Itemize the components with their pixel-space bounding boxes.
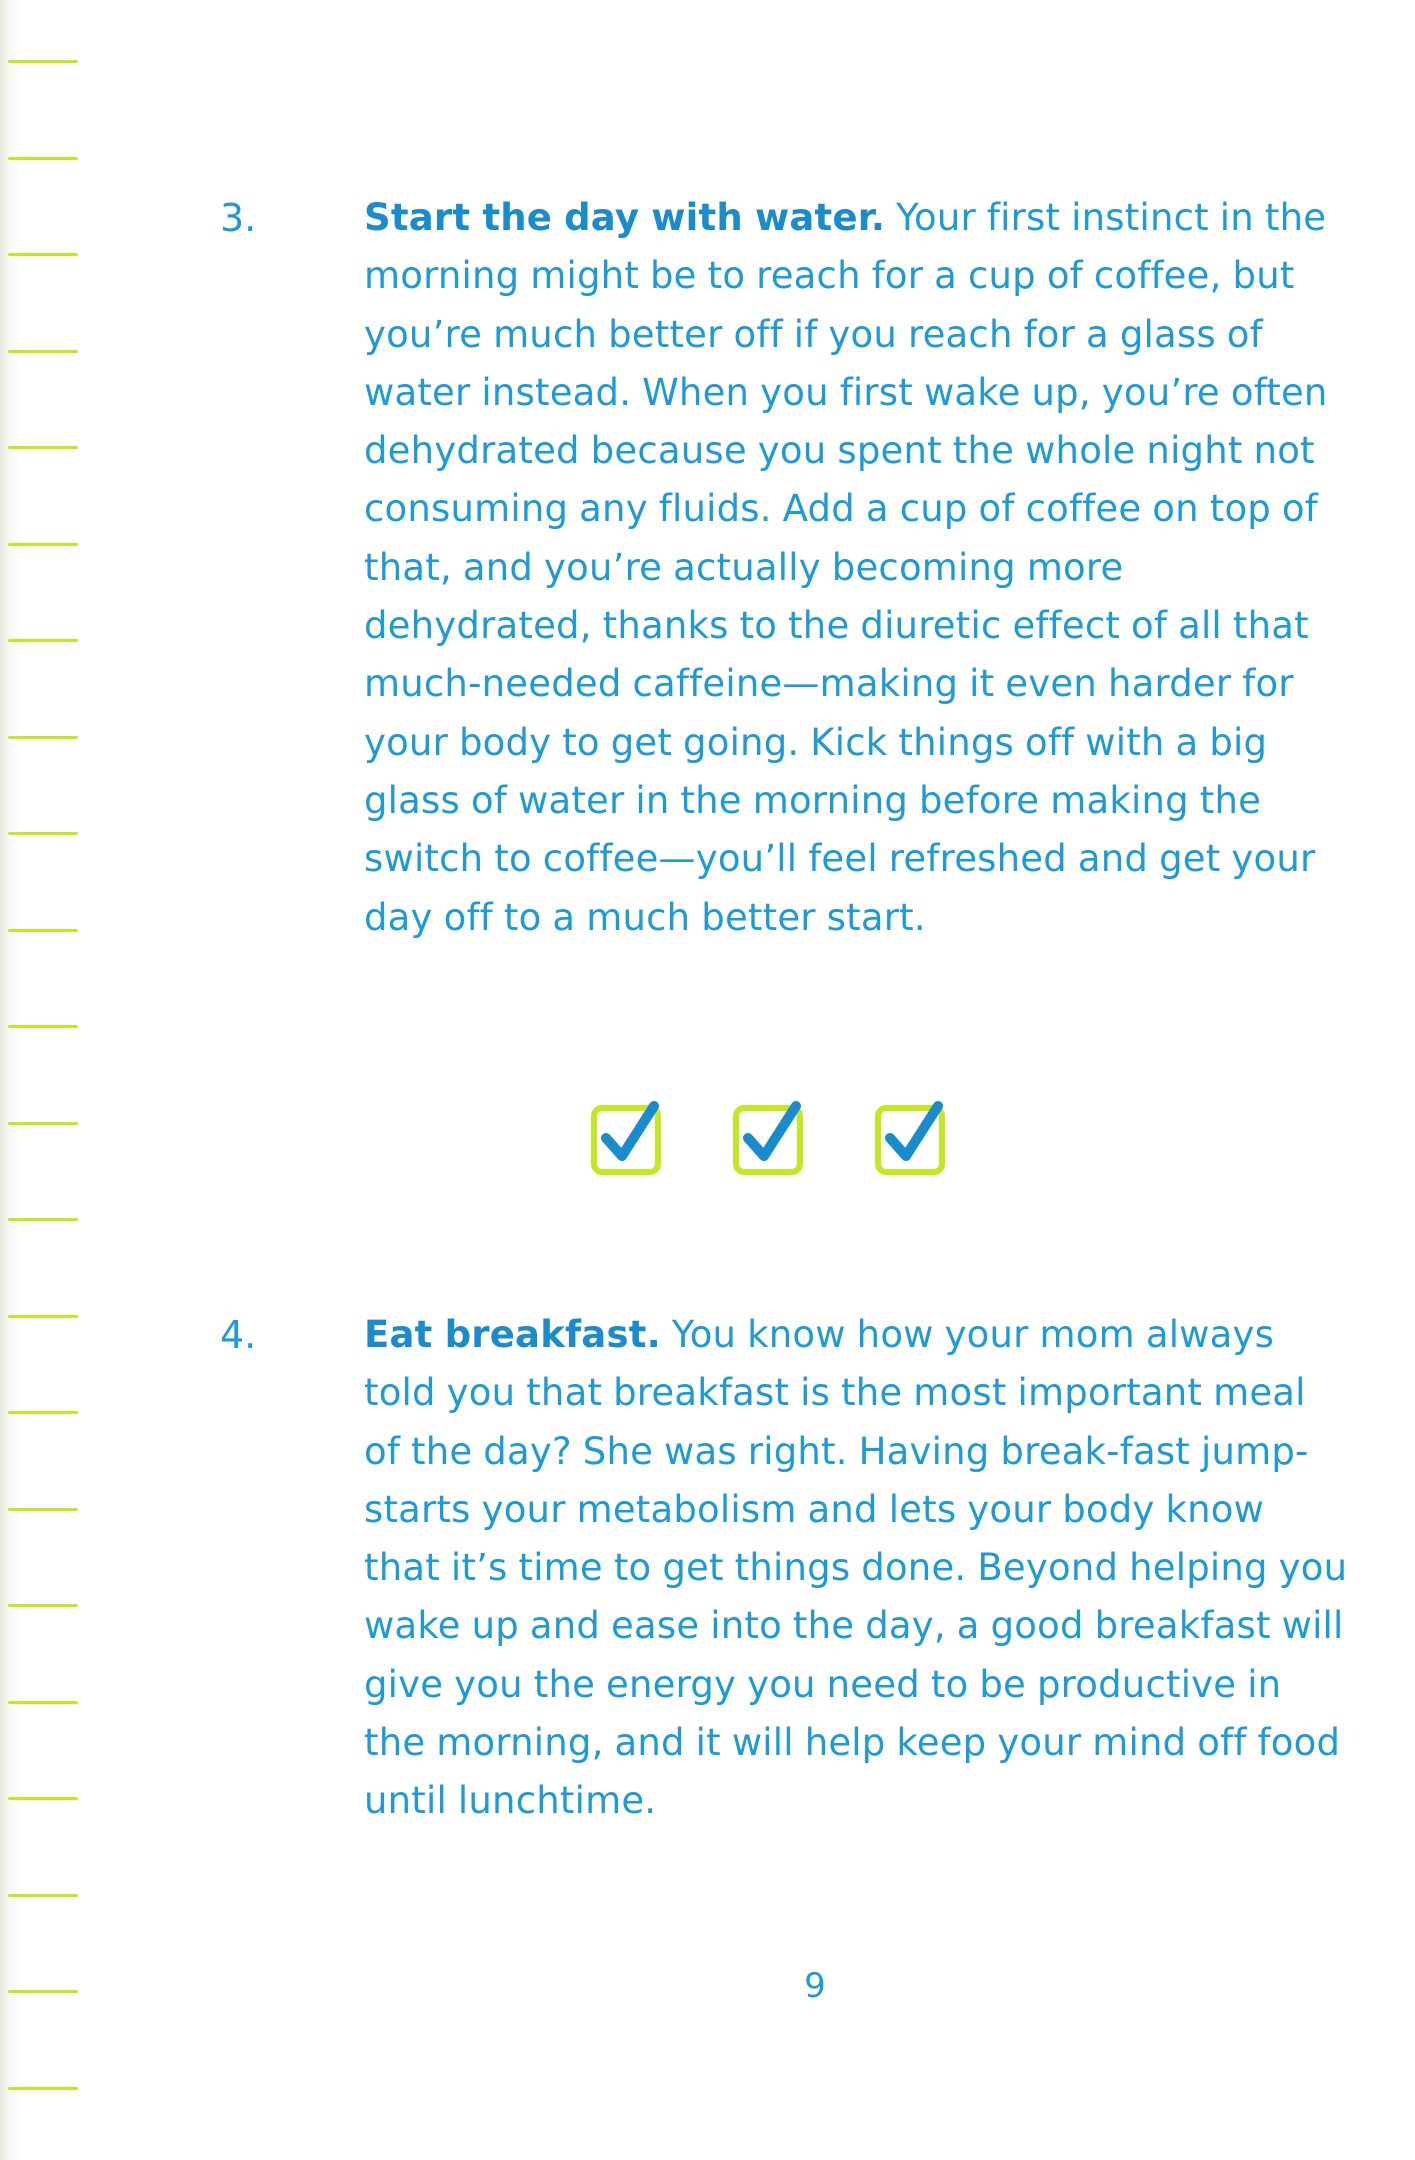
tip-paragraph bbox=[364, 189, 1349, 947]
tip-title: Start the day with water. bbox=[364, 196, 886, 239]
ruler-tick bbox=[8, 639, 78, 642]
ruler-tick bbox=[8, 1315, 78, 1318]
ruler-tick bbox=[8, 1411, 78, 1414]
ruler-tick bbox=[8, 253, 78, 256]
ruler-tick bbox=[8, 1701, 78, 1704]
checked-box-icon bbox=[732, 1100, 812, 1180]
ruler-tick bbox=[8, 60, 78, 63]
checked-box-icon bbox=[874, 1100, 954, 1180]
ruler-tick bbox=[8, 2087, 78, 2090]
ruler-tick bbox=[8, 1604, 78, 1607]
ruler-tick bbox=[8, 736, 78, 739]
tip-body: Your first instinct in the morning might be to reach for a cup of coffee, but you’re much better off if you reach for a glass of water instead. When you first wake up, you’re often dehydrated because you spent the whole night not consuming any fluids. Add a cup of coffee on top of that, and you’re actually becoming more dehydrated, thanks to the diuretic effect of all that much-needed caffeine—making it even harder for your body to get going. Kick things off with a big glass of water in the morning before making the switch to coffee—you’ll feel refreshed and get your day off to a much better start. bbox=[364, 196, 1328, 939]
tip-body: You know how your mom always told you that breakfast is the most important meal of the day? She was right. Having break-fast jump-starts your metabolism and lets your body know that it’s time to get things done. Beyond helping you wake up and ease into the day, a good breakfast will give you the energy you need to be productive in the morning, and it will help keep your mind off food until lunchtime. bbox=[364, 1313, 1348, 1823]
ruler-tick bbox=[8, 1218, 78, 1221]
tip-title: Eat breakfast. bbox=[364, 1313, 661, 1356]
ruler-tick bbox=[8, 446, 78, 449]
ruler-tick bbox=[8, 543, 78, 546]
ruler-tick bbox=[8, 1508, 78, 1511]
ruler-tick bbox=[8, 1894, 78, 1897]
ruler-tick bbox=[8, 157, 78, 160]
ruler-tick bbox=[8, 929, 78, 932]
ruler-tick bbox=[8, 1025, 78, 1028]
page-number: 9 bbox=[804, 1966, 826, 2006]
tip-number: 4. bbox=[220, 1313, 257, 1357]
ruler-tick bbox=[8, 832, 78, 835]
checkbox-row bbox=[0, 1100, 1415, 1180]
checked-box-icon bbox=[590, 1100, 670, 1180]
ruler-margin bbox=[0, 0, 90, 2160]
tip-paragraph bbox=[364, 1306, 1349, 1831]
ruler-tick bbox=[8, 350, 78, 353]
tip-number: 3. bbox=[220, 196, 257, 240]
ruler-tick bbox=[8, 1797, 78, 1800]
